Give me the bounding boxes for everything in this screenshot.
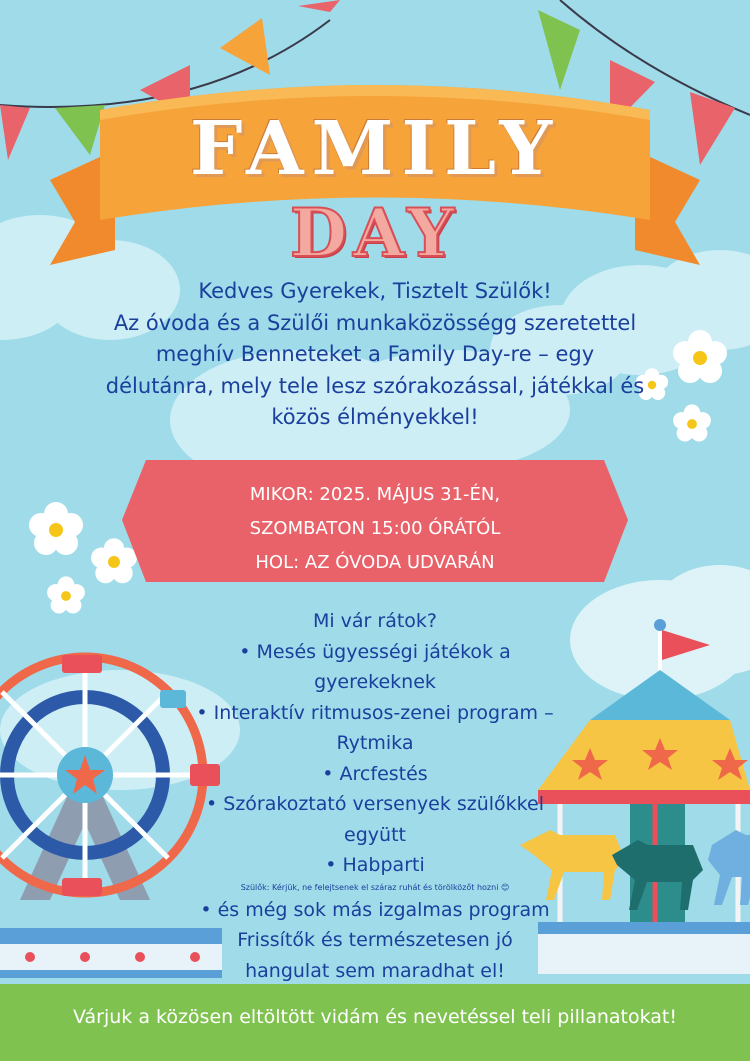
- program-item: gyerekeknek: [314, 671, 436, 693]
- program-item: • Mesés ügyességi játékok a: [239, 640, 511, 663]
- intro-text: [50, 276, 700, 434]
- footer-text: Várjuk a közösen eltöltött vidám és nevetéssel teli pillanatokat!: [72, 1006, 677, 1028]
- program-item: • Habparti: [325, 854, 425, 876]
- flag-icon: [538, 10, 580, 90]
- intro-line: Az óvoda és a Szülői munkaközösségg szeretettel: [113, 310, 637, 335]
- title-family: FAMILY: [189, 106, 561, 192]
- intro-line: meghív Benneteket a Family Day-re – egy: [155, 342, 595, 366]
- program-item: • és még sok más izgalmas program: [200, 898, 550, 921]
- event-line: HOL: AZ ÓVODA UDVARÁN: [255, 552, 495, 573]
- program-item: • Interaktív ritmusos-zenei program –: [196, 701, 554, 724]
- program-item: • Szórakoztató versenyek szülőkkel: [206, 793, 544, 815]
- flag-icon: [220, 18, 270, 75]
- program-item: együtt: [344, 823, 406, 846]
- program-item: • Arcfestés: [322, 762, 428, 785]
- event-line: MIKOR: 2025. MÁJUS 31-ÉN,: [249, 484, 501, 505]
- title-day: DAY: [289, 194, 461, 272]
- event-info: [150, 478, 600, 580]
- program-item: Rytmika: [336, 732, 414, 754]
- program-note: Szülők: Kérjük, ne felejtsenek el száraz ruhát és törölközőt hozni 😊: [240, 882, 510, 892]
- intro-line: délutánra, mely tele lesz szórakozással, játékkal és: [105, 373, 645, 398]
- program-item: hangulat sem maradhat el!: [245, 959, 505, 982]
- program-heading: Mi vár rátok?: [312, 610, 438, 632]
- flag-icon: [298, 0, 340, 12]
- bunting-string: [560, 0, 750, 115]
- program-list: [160, 606, 590, 986]
- intro-line: közös élményekkel!: [271, 405, 479, 429]
- program-item: Frissítők és természetesen jó: [237, 929, 513, 951]
- intro-line: Kedves Gyerekek, Tisztelt Szülők!: [198, 279, 552, 303]
- event-line: SZOMBATON 15:00 ÓRÁTÓL: [249, 518, 501, 539]
